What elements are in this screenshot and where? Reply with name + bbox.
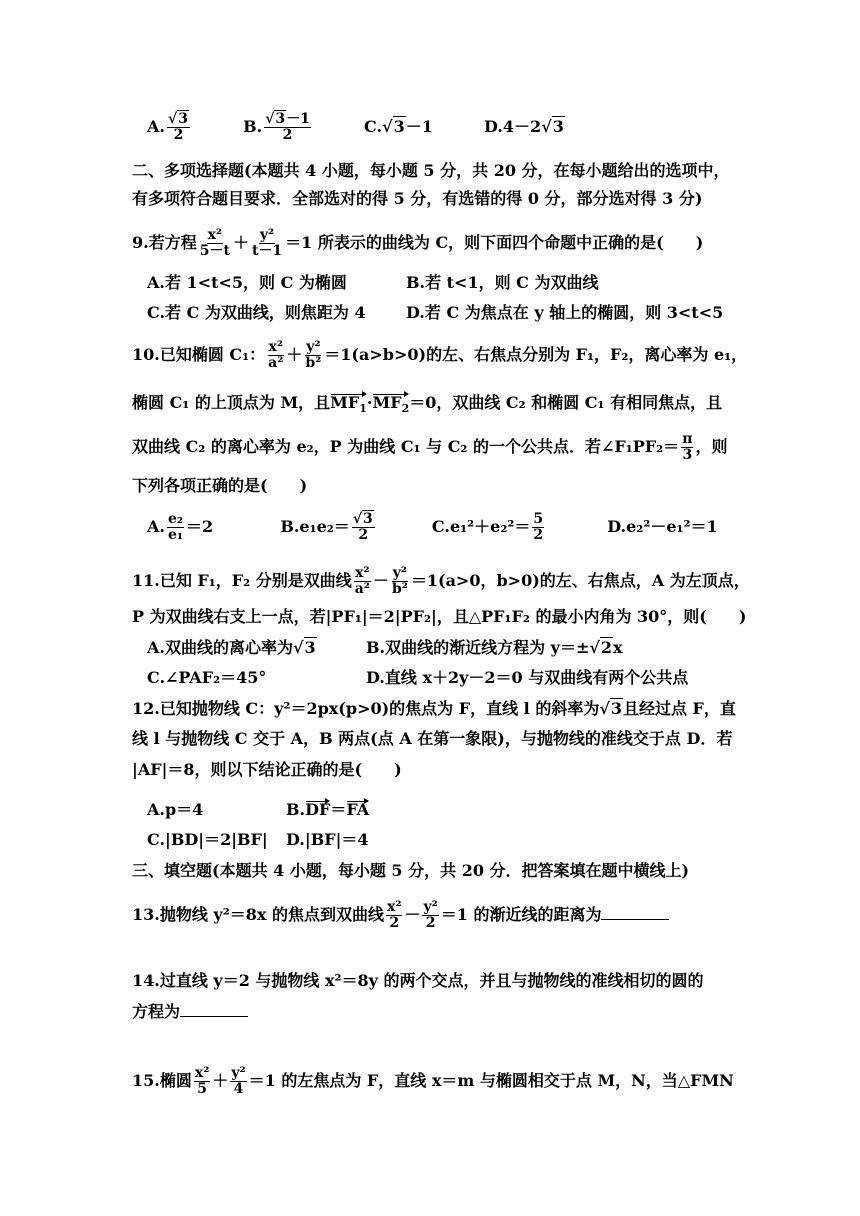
q10-option-c: C.e₁²＋e₂²＝ $\frac{5}{2}$ xyxy=(431,511,544,543)
q8-option-c: C.√3－1 xyxy=(364,117,433,136)
sqrt-symbol: √3 xyxy=(167,111,188,127)
section-2-heading: 二、多项选择题(本题共 4 小题，每小题 5 分，共 20 分，在每小题给出的选项中， xyxy=(132,161,730,180)
vector-mf2: $MF_2$ xyxy=(372,392,409,420)
q10-options xyxy=(147,512,718,543)
sqrt-symbol: √3 xyxy=(352,511,373,527)
q10-option-a: A. $\frac{\text{e₂}}{\text{e₁}}$ ＝2 xyxy=(147,511,214,543)
q10-option-d: D.e₂²－e₁²＝1 xyxy=(607,517,718,536)
q12-option-b: B.DF＝FA xyxy=(286,800,370,819)
vector-df: DF xyxy=(305,800,331,819)
section-2-heading-cont: 有多项符合题目要求．全部选对的得 5 分，有选错的得 0 分，部分选对得 3 分) xyxy=(132,189,703,208)
sqrt-symbol: √3 xyxy=(382,117,405,136)
q8-option-d: D.4－2√3 xyxy=(484,117,564,136)
sqrt-symbol: √3 xyxy=(265,111,286,127)
q11-option-a: A.双曲线的离心率为√3 xyxy=(147,638,316,657)
sqrt-symbol: √2 xyxy=(589,638,613,657)
fraction: $\frac{\text{y²}}{\text{b²}}$ xyxy=(305,339,322,371)
q12-option-d: D.|BF|＝4 xyxy=(286,830,369,849)
fraction: $\frac{\text{x²}}{\text{a²}}$ xyxy=(268,339,284,371)
q11-stem-line2: P 为双曲线右支上一点，若|PF₁|＝2|PF₂|，且△PF₁F₂ 的最小内角为 30°，则( ) xyxy=(132,607,747,626)
sqrt-symbol: √3 xyxy=(541,117,564,136)
fraction: $\frac{√3-1}{2}$ xyxy=(265,111,310,143)
q12-option-c: C.|BD|＝2|BF| xyxy=(147,830,268,849)
q11-stem: 11.已知 F₁，F₂ 分别是双曲线 $\frac{\text{x²}}{\text{a²}}$ － $\frac{\text{y²}}{\text{b²}}$ ＝1(a>0，b>0)的左、右焦点，A 为左顶点， xyxy=(132,565,750,597)
q9-stem: 9.若方程 $\frac{\text{x²}}{5-t}$ ＋ $\frac{\text{y²}}{t-1}$ ＝1 所表示的曲线为 C，则下面四个命题中正确的是( ) xyxy=(132,227,704,259)
q12-stem: 12.已知抛物线 C：y²＝2px(p>0)的焦点为 F，直线 l 的斜率为√3且经过点 F，直 xyxy=(132,699,736,718)
q10-stem-line4: 下列各项正确的是( ) xyxy=(132,476,308,495)
fraction: $\frac{√3}{2}$ xyxy=(167,111,188,143)
q12-option-a: A.p＝4 xyxy=(147,800,204,819)
section-3-heading: 三、填空题(本题共 4 小题，每小题 5 分，共 20 分．把答案填在题中横线上) xyxy=(132,861,690,880)
fraction: $\frac{\text{y²}}{4}$ xyxy=(231,1065,246,1097)
fraction: $\frac{√3}{2}$ xyxy=(352,511,373,543)
q9-option-c: C.若 C 为双曲线，则焦距为 4 xyxy=(147,303,366,322)
fraction: $\frac{\text{x²}}{5}$ xyxy=(194,1065,210,1097)
fraction: $\frac{\text{y²}}{\text{b²}}$ xyxy=(391,565,408,597)
sqrt-symbol: √3 xyxy=(599,699,622,718)
vector-mf1: $MF_1$ xyxy=(330,392,367,420)
q14-stem-line2: 方程为 xyxy=(132,1000,248,1023)
fraction: $\frac{\text{e₂}}{\text{e₁}}$ xyxy=(167,511,184,543)
q8-option-b: B. $\frac{√3-1}{2}$ xyxy=(243,111,310,143)
q9-option-a: A.若 1<t<5，则 C 为椭圆 xyxy=(147,273,347,292)
fraction: $\frac{\pi}{3}$ xyxy=(682,431,693,463)
fraction: $\frac{\text{y²}}{2}$ xyxy=(423,899,438,931)
q10-option-b: B.e₁e₂＝ $\frac{√3}{2}$ xyxy=(280,511,373,543)
q10-stem-line3: 双曲线 C₂ 的离心率为 e₂，P 为曲线 C₁ 与 C₂ 的一个公共点．若∠F₁PF₂＝ $\frac{\pi}{3}$ ，则 xyxy=(132,431,728,463)
sqrt-symbol: √3 xyxy=(293,638,316,657)
fraction: $\frac{\text{x²}}{\text{a²}}$ xyxy=(354,565,370,597)
q11-option-c: C.∠PAF₂＝45° xyxy=(147,668,267,687)
q9-option-b: B.若 t<1，则 C 为双曲线 xyxy=(406,273,599,292)
q12-stem-line3: |AF|＝8，则以下结论正确的是( ) xyxy=(132,760,402,779)
vector-fa: FA xyxy=(346,800,370,819)
fraction: $\frac{\text{x²}}{2}$ xyxy=(386,899,402,931)
q13-stem: 13.抛物线 y²＝8x 的焦点到双曲线 $\frac{\text{x²}}{2}$ － $\frac{\text{y²}}{2}$ ＝1 的渐近线的距离为 xyxy=(132,900,669,931)
q11-option-d: D.直线 x＋2y－2＝0 与双曲线有两个公共点 xyxy=(366,668,689,687)
fraction: $\frac{\text{y²}}{t-1}$ xyxy=(251,227,283,259)
q11-option-b: B.双曲线的渐近线方程为 y＝±√2x xyxy=(366,638,623,657)
q12-stem-line2: 线 l 与抛物线 C 交于 A，B 两点(点 A 在第一象限)，与抛物线的准线交于点 D．若 xyxy=(132,729,733,748)
answer-blank[interactable] xyxy=(180,1000,248,1017)
q14-stem: 14.过直线 y＝2 与抛物线 x²＝8y 的两个交点，并且与抛物线的准线相切的圆的 xyxy=(132,971,704,990)
q10-stem: 10.已知椭圆 C₁： $\frac{\text{x²}}{\text{a²}}$ ＋ $\frac{\text{y²}}{\text{b²}}$ ＝1(a>b>0)的左、右焦点分别为 F₁，F₂，离心率为 e₁， xyxy=(132,339,748,371)
fraction: $\frac{\text{x²}}{5-t}$ xyxy=(199,227,230,259)
fraction: $\frac{5}{2}$ xyxy=(533,511,544,543)
q8-option-a: A. $\frac{√3}{2}$ xyxy=(147,111,188,143)
q8-options xyxy=(147,112,565,143)
q9-option-d: D.若 C 为焦点在 y 轴上的椭圆，则 3<t<5 xyxy=(406,303,724,322)
q10-stem-line2: 椭圆 C₁ 的上顶点为 M，且$MF_1\cdot MF_2=0$，双曲线 C₂ 和椭圆 C₁ 有相同焦点，且 xyxy=(132,392,722,420)
q15-stem: 15.椭圆 $\frac{\text{x²}}{5}$ ＋ $\frac{\text{y²}}{4}$ ＝1 的左焦点为 F，直线 x＝m 与椭圆相交于点 M，N，当△FMN xyxy=(132,1065,734,1097)
answer-blank[interactable] xyxy=(601,903,669,920)
